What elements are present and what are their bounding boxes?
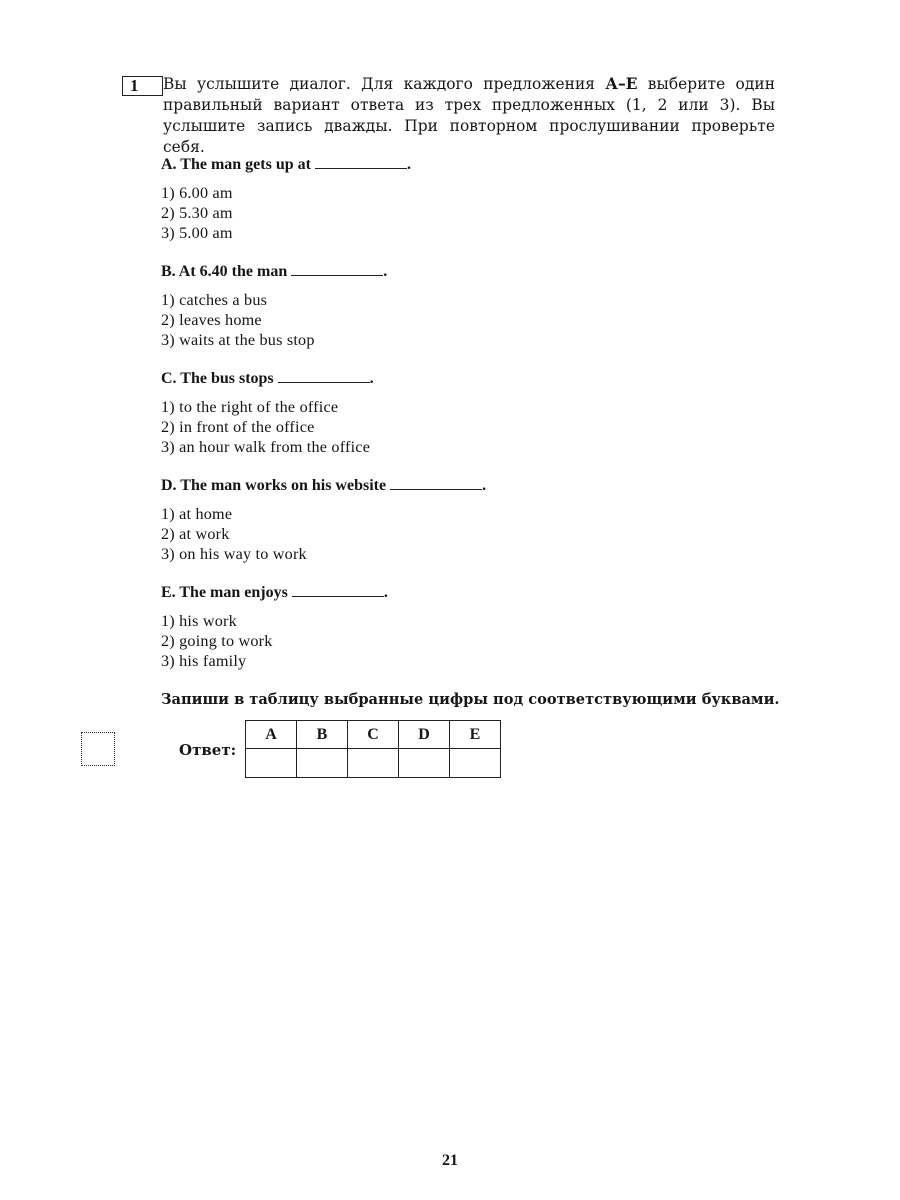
answer-blank (291, 261, 383, 276)
answer-cell-e[interactable] (450, 749, 501, 778)
answer-column-e: E (450, 721, 501, 749)
question-stem-text: E. The man enjoys (161, 584, 288, 601)
option-3: 3) 5.00 am (161, 224, 233, 242)
answer-blank (278, 368, 370, 383)
option-2: 2) at work (161, 525, 230, 543)
answer-column-b: B (297, 721, 348, 749)
table-instruction: Запиши в таблицу выбранные цифры под соответствующими буквами. (161, 691, 780, 708)
option-2: 2) going to work (161, 632, 273, 650)
score-box (81, 732, 115, 766)
option-2: 2) 5.30 am (161, 204, 233, 222)
option-list (161, 290, 761, 350)
option-1: 1) catches a bus (161, 291, 268, 309)
option-list (161, 397, 761, 457)
question-d (161, 475, 761, 564)
option-3: 3) his family (161, 652, 247, 670)
option-2: 2) leaves home (161, 311, 262, 329)
answer-cell-b[interactable] (297, 749, 348, 778)
question-a (161, 154, 761, 243)
answer-label: Ответ: (179, 741, 237, 759)
answer-column-c: C (348, 721, 399, 749)
question-c (161, 368, 761, 457)
option-list (161, 611, 761, 671)
option-1: 1) 6.00 am (161, 184, 233, 202)
option-list (161, 183, 761, 243)
answer-blank (390, 475, 482, 490)
answer-column-d: D (399, 721, 450, 749)
instruction-text-end: выберите один правильный вариант ответа из трех предложенных (1, 2 или 3). Вы услышите запись дважды. При повторном прослушивании проверьте себя. (163, 75, 775, 156)
question-stem-end: . (482, 477, 487, 494)
question-stem (161, 475, 761, 496)
task-number-box: 1 (122, 76, 163, 96)
instruction-range: А–Е (605, 75, 638, 93)
question-stem (161, 582, 761, 603)
page-number: 21 (442, 1152, 458, 1169)
question-stem-text: A. The man gets up at (161, 156, 311, 173)
question-stem-end: . (383, 263, 388, 280)
question-stem-text: C. The bus stops (161, 370, 274, 387)
question-stem-text: B. At 6.40 the man (161, 263, 288, 280)
question-stem (161, 154, 761, 175)
option-3: 3) waits at the bus stop (161, 331, 315, 349)
answer-column-a: A (246, 721, 297, 749)
question-b (161, 261, 761, 350)
question-stem-end: . (369, 370, 374, 387)
option-1: 1) to the right of the office (161, 398, 339, 416)
answer-cell-a[interactable] (246, 749, 297, 778)
answer-table-input-row (246, 749, 501, 778)
answer-blank (315, 154, 407, 169)
question-stem-end: . (383, 584, 388, 601)
option-3: 3) on his way to work (161, 545, 307, 563)
answer-cell-c[interactable] (348, 749, 399, 778)
question-stem (161, 261, 761, 282)
answer-blank (292, 582, 384, 597)
answer-table-header-row (246, 721, 501, 749)
option-1: 1) his work (161, 612, 237, 630)
instruction-text-start: Вы услышите диалог. Для каждого предложения (163, 75, 606, 93)
option-3: 3) an hour walk from the office (161, 438, 371, 456)
question-stem-text: D. The man works on his website (161, 477, 387, 494)
option-1: 1) at home (161, 505, 233, 523)
question-stem (161, 368, 761, 389)
option-list (161, 504, 761, 564)
answer-cell-d[interactable] (399, 749, 450, 778)
question-stem-end: . (406, 156, 411, 173)
task-instruction (163, 74, 775, 158)
question-e (161, 582, 761, 671)
answer-table (245, 720, 501, 778)
option-2: 2) in front of the office (161, 418, 315, 436)
